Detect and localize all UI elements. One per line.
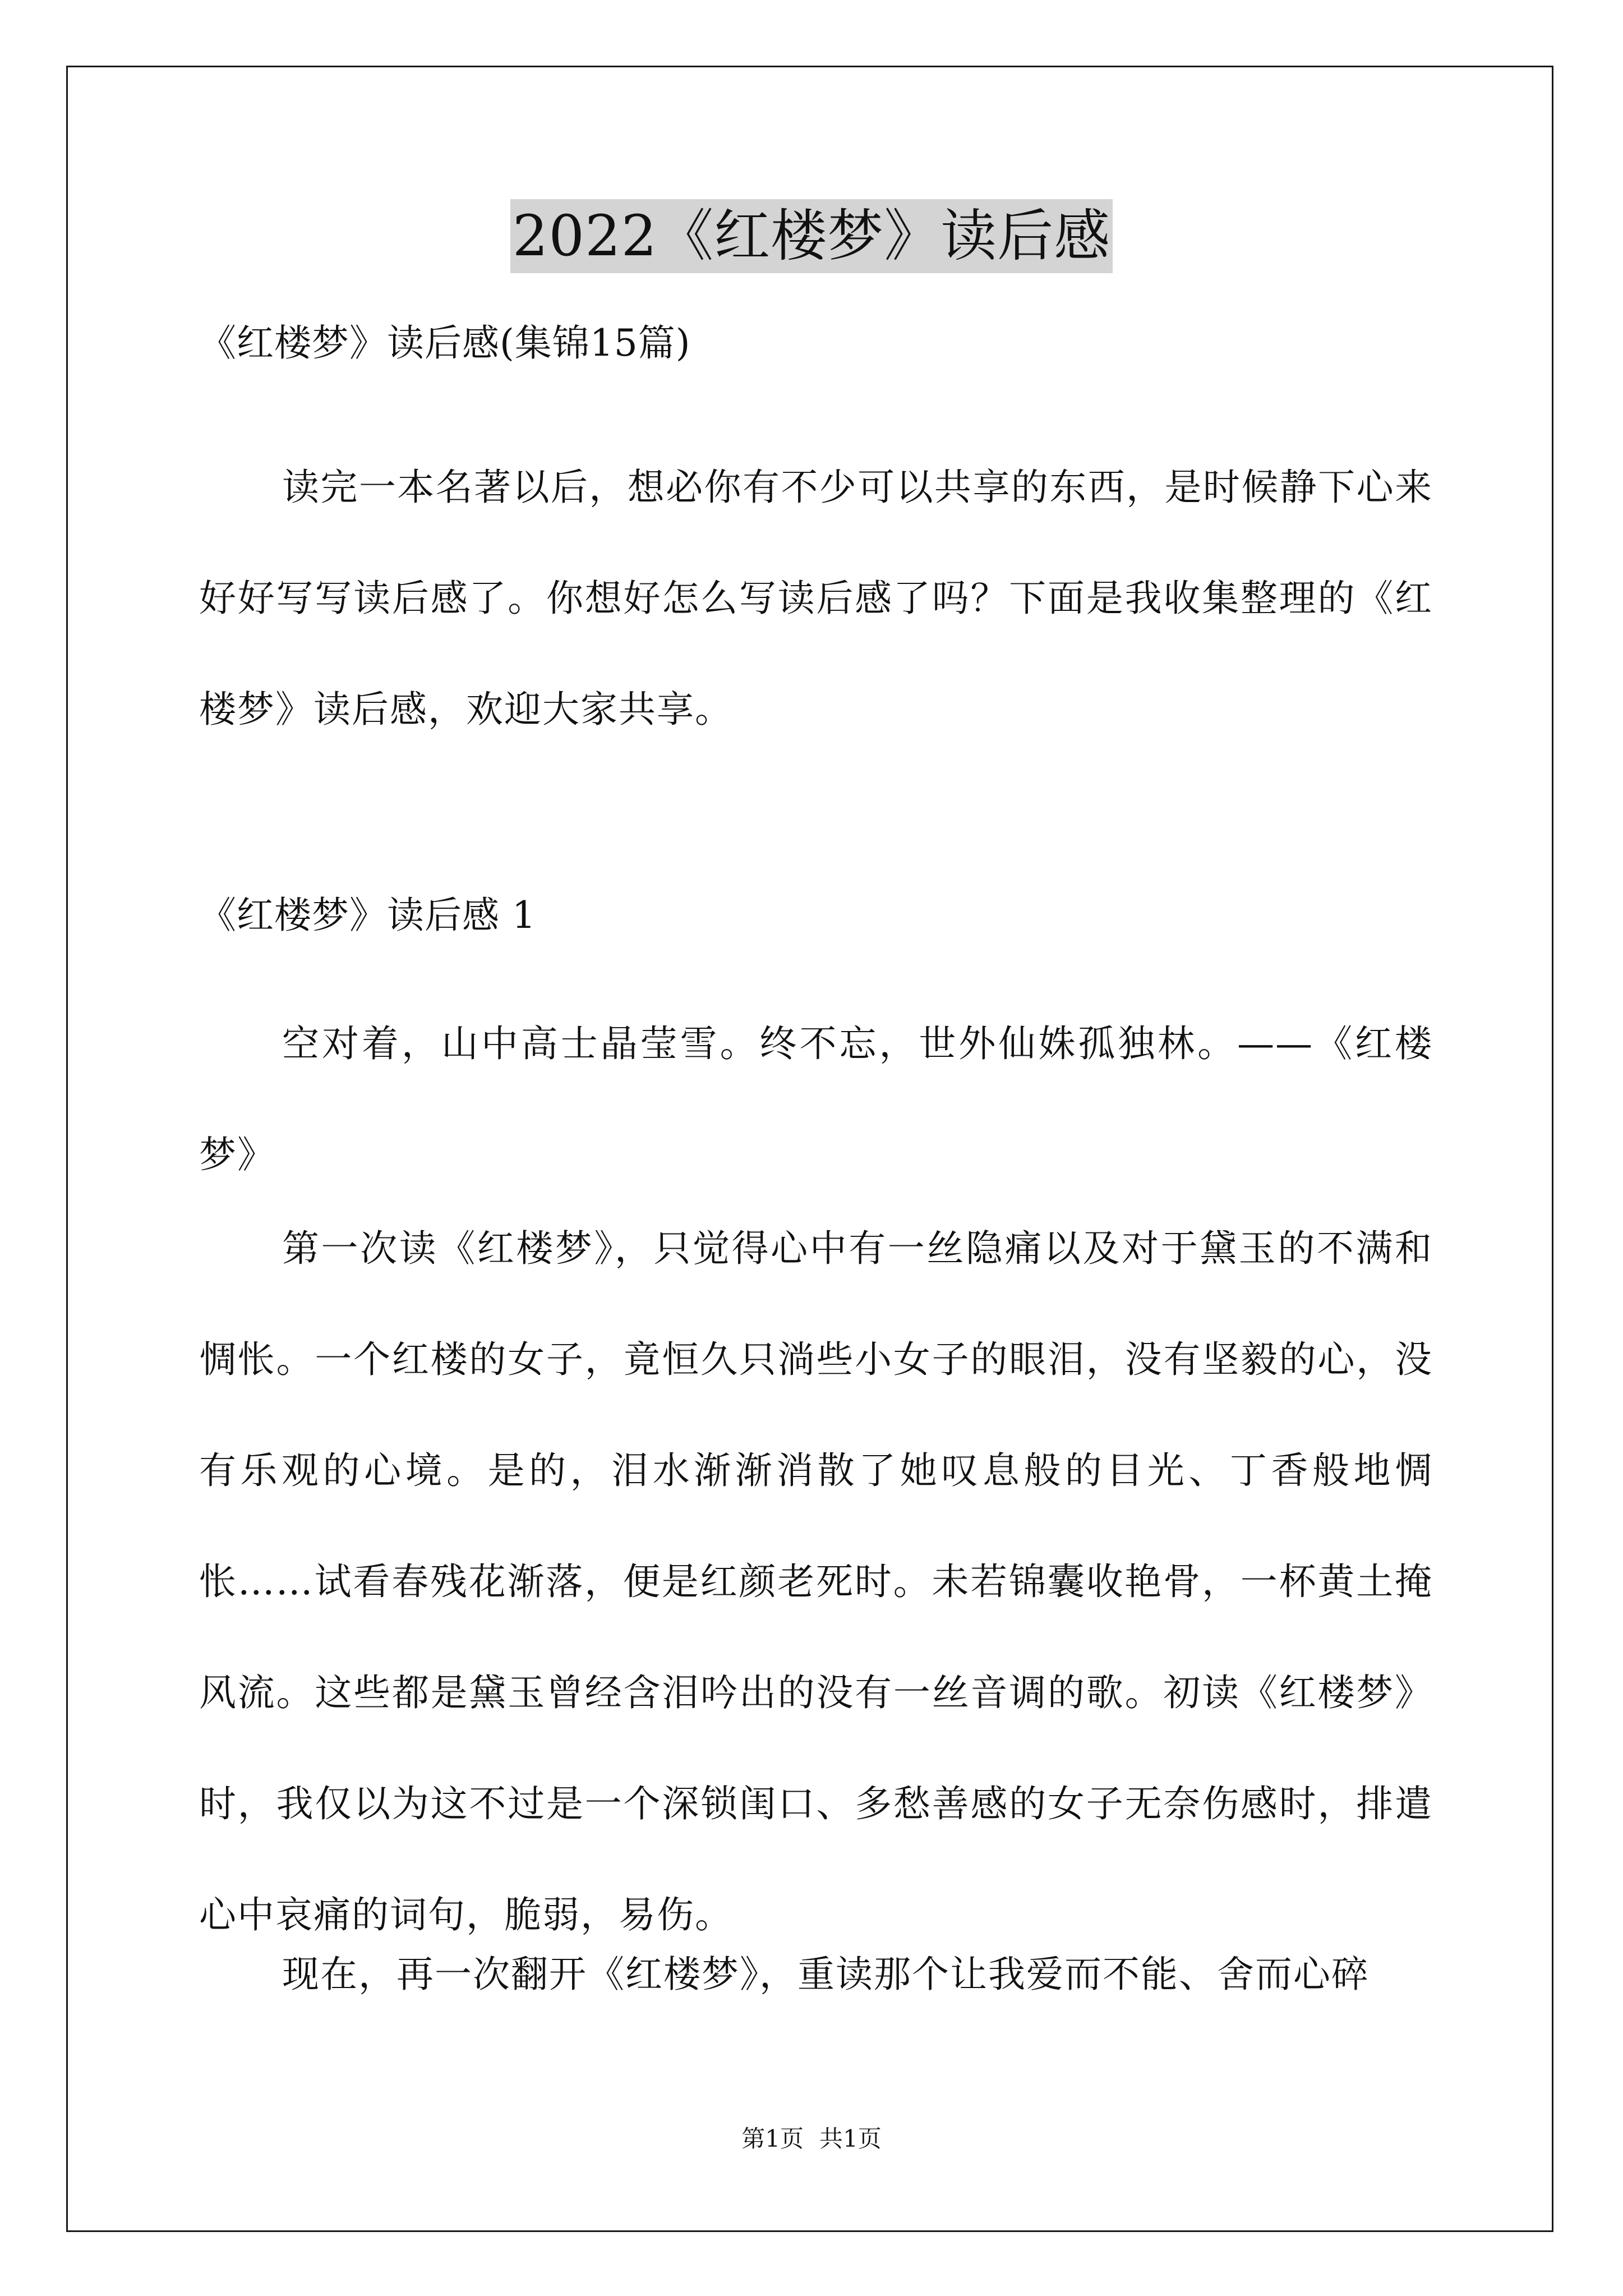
- section-heading: 《红楼梦》读后感 1: [199, 894, 536, 937]
- document-title: 2022《红楼梦》读后感: [510, 199, 1113, 273]
- page-footer: [0, 2123, 1623, 2155]
- document-subtitle: 《红楼梦》读后感(集锦15篇): [199, 321, 691, 365]
- paragraph-first-reading: 第一次读《红楼梦》，只觉得心中有一丝隐痛以及对于黛玉的不满和惆怅。一个红楼的女子，竟恒久只淌些小女子的眼泪，没有坚毅的心，没有乐观的心境。是的，泪水渐渐消散了她叹息般的目光、丁香般地惆怅……试看春残花渐落，便是红颜老死时。未若锦囊收艳骨，一杯黄土掩风流。这些都是黛玉曾经含泪吟出的没有一丝音调的歌。初读《红楼梦》时，我仅以为这不过是一个深锁闺口、多愁善感的女子无奈伤感时，排遣心中哀痛的词句，脆弱，易伤。: [199, 1227, 1433, 1936]
- page-number: 第1页: [741, 2125, 804, 2152]
- title-container: [0, 199, 1623, 273]
- page-total: 共1页: [819, 2125, 882, 2152]
- intro-paragraph: 读完一本名著以后，想必你有不少可以共享的东西，是时候静下心来好好写写读后感了。你想好怎么写读后感了吗？下面是我收集整理的《红楼梦》读后感，欢迎大家共享。: [199, 466, 1433, 731]
- paragraph-quote: 空对着，山中高士晶莹雪。终不忘，世外仙姝孤独林。——《红楼梦》: [199, 1022, 1433, 1176]
- paragraph-second-reading: 现在，再一次翻开《红楼梦》，重读那个让我爱而不能、舍而心碎: [282, 1953, 1370, 1996]
